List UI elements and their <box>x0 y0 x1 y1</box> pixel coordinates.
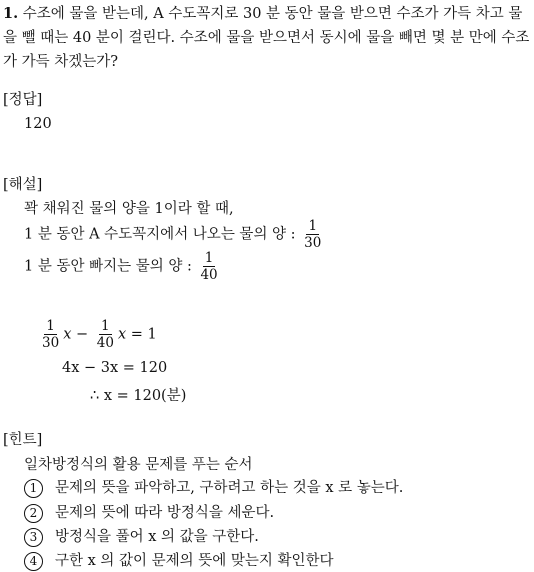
variable-x: x <box>117 326 127 343</box>
problem-statement <box>3 2 531 74</box>
solution-line-1: 꽉 채워진 물의 양을 1이라 할 때, <box>24 201 234 217</box>
equation-1-fraction-b <box>95 318 116 351</box>
problem-text: 수조에 물을 받는데, A 수도꼭지로 30 분 동안 물을 받으면 수조가 가득 차고 물을 뺄 때는 40 분이 걸린다. 수조에 물을 받으면서 동시에 물을 빼면 몇 분 만에 수조가 가득 차겠는가? <box>3 6 530 70</box>
solution-line-3 <box>24 250 222 283</box>
hint-item-text: 방정식을 풀어 x 의 값을 구한다. <box>55 529 259 545</box>
hint-item-3 <box>24 527 259 547</box>
hint-item-text: 구한 x 의 값이 문제의 뜻에 맞는지 확인한다 <box>55 553 334 569</box>
fraction-denominator: 40 <box>96 335 114 351</box>
equation-1-fraction-a <box>40 318 61 351</box>
equation-1 <box>38 318 157 351</box>
solution-line-2-text: 1 분 동안 A 수도꼭지에서 나오는 물의 양 : <box>24 226 296 243</box>
fraction-numerator: 1 <box>204 250 214 266</box>
fraction-denominator: 30 <box>304 235 322 251</box>
variable-x: x <box>63 326 72 343</box>
problem-number: 1. <box>3 5 19 22</box>
hint-item-4 <box>24 551 334 571</box>
fraction-1-over-30 <box>302 218 323 251</box>
hint-item-2 <box>24 503 274 523</box>
fraction-numerator: 1 <box>101 318 110 334</box>
answer-label: [정답] <box>3 92 43 108</box>
circled-number-3: 3 <box>24 528 43 547</box>
equation-3: ∴ x = 120(분) <box>90 388 187 404</box>
circled-number-2: 2 <box>24 504 43 523</box>
solution-line-3-text: 1 분 동안 빠지는 물의 양 : <box>24 258 192 275</box>
hint-item-text: 문제의 뜻에 따라 방정식을 세운다. <box>55 505 275 521</box>
solution-line-2 <box>24 218 325 251</box>
equation-2: 4x − 3x = 120 <box>62 360 168 376</box>
fraction-1-over-40 <box>198 250 219 283</box>
answer-value: 120 <box>24 116 52 132</box>
hint-intro: 일차방정식의 활용 문제를 푸는 순서 <box>24 457 253 473</box>
solution-label: [해설] <box>3 177 43 193</box>
fraction-numerator: 1 <box>46 318 55 334</box>
fraction-numerator: 1 <box>308 218 318 234</box>
hint-item-1 <box>24 478 403 498</box>
circled-number-1: 1 <box>24 479 43 498</box>
circled-number-4: 4 <box>24 552 43 571</box>
fraction-denominator: 30 <box>42 335 60 351</box>
minus-operator: − <box>75 326 89 343</box>
equation-1-rhs: = 1 <box>130 326 157 343</box>
hint-label: [힌트] <box>3 432 43 448</box>
hint-item-text: 문제의 뜻을 파악하고, 구하려고 하는 것을 x 로 놓는다. <box>55 480 404 496</box>
fraction-denominator: 40 <box>200 267 218 283</box>
